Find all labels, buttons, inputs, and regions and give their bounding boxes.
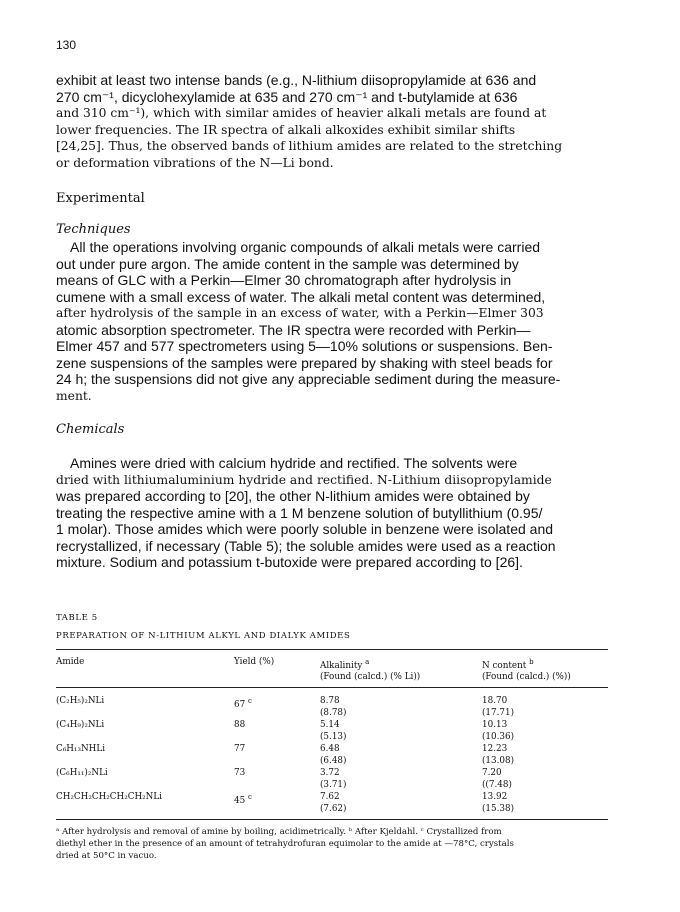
text-line: after hydrolysis of the sample in an excess of water, with a Perkin—Elmer 303 <box>56 306 544 320</box>
text-line: All the operations involving organic compounds of alkali metals were carried <box>70 239 541 255</box>
subsection-heading-techniques: Techniques <box>56 222 131 237</box>
header-yield: Yield (%) <box>234 656 275 667</box>
cell-n-content: 10.13 (10.36) <box>482 720 515 743</box>
text-line: dried with lithiumaluminium hydride and rectified. N-Lithium diisopropylamide <box>56 472 552 487</box>
cell-yield: 67 $^c$ <box>234 697 252 711</box>
chemicals-paragraph <box>56 455 620 571</box>
text-line: ment. <box>56 388 92 403</box>
text-line: zene suspensions of the samples were prepared by shaking with steel beads for <box>56 354 553 371</box>
footnote-line: ᵃ After hydrolysis and removal of amine by boiling, acidimetrically. ᵇ After Kjeldahl. ᶜ Crystallized from <box>56 827 502 838</box>
text-line: or deformation vibrations of the N—Li bond. <box>56 155 334 170</box>
cell-n-content: 12.23 (13.08) <box>482 744 515 767</box>
table-header-row <box>56 649 608 688</box>
cell-alkalinity: 5.14 (5.13) <box>320 720 347 743</box>
table-row <box>56 688 608 720</box>
text-line: 270 cm⁻¹, dicyclohexylamide at 635 and 270 cm⁻¹ and t-butylamide at 636 <box>56 88 518 105</box>
text-line: 24 h; the suspensions did not give any appreciable sediment during the measure- <box>56 371 561 387</box>
text-line: Elmer 457 and 577 spectrometers using 5—10% solutions or suspensions. Ben- <box>56 338 553 354</box>
subsection-heading-chemicals: Chemicals <box>56 422 125 437</box>
section-heading-experimental: Experimental <box>56 191 145 206</box>
cell-amide: (C₄H₉)₂NLi <box>56 720 105 731</box>
page-number: 130 <box>56 38 77 52</box>
text-line: cumene with a small excess of water. The alkali metal content was determined, <box>56 288 546 305</box>
table-row <box>56 767 608 791</box>
cell-alkalinity: 8.78 (8.78) <box>320 696 347 719</box>
text-line: out under pure argon. The amide content in the sample was determined by <box>56 255 519 272</box>
cell-yield: 45 $^c$ <box>234 791 320 820</box>
cell-amide: (C₂H₅)₂NLi <box>56 696 105 707</box>
header-amide: Amide <box>56 656 85 667</box>
cell-amide: (C₆H₁₁)₂NLi <box>56 768 108 779</box>
cell-amide: CH₂CH₂CH₂CH₂CH₂NLi <box>56 791 234 820</box>
text-line: lower frequencies. The IR spectra of alkali alkoxides exhibit similar shifts <box>56 122 516 137</box>
techniques-paragraph <box>56 239 620 404</box>
page <box>56 38 620 862</box>
header-alkalinity: Alkalinity $^a$ (Found (calcd.) (% Li)) <box>320 657 421 683</box>
intro-paragraph <box>56 72 620 171</box>
cell-alkalinity: 6.48 (6.48) <box>320 744 347 767</box>
table-footnote <box>56 826 620 862</box>
table-row <box>56 791 608 820</box>
cell-n-content: 18.70 (17.71) <box>482 696 515 719</box>
table-label: TABLE 5 <box>56 612 98 623</box>
text-line: [24,25]. Thus, the observed bands of lithium amides are related to the stretching <box>56 139 563 153</box>
cell-amide: C₆H₁₃NHLi <box>56 744 106 755</box>
header-n-content: N content $^b$ (Found (calcd.) (%)) <box>482 657 571 683</box>
footnote-line: dried at 50°C in vacuo. <box>56 851 157 862</box>
footnote-line: diethyl ether in the presence of an amount of tetrahydrofuran equimolar to the amide at —78°C, crystals <box>56 839 514 850</box>
cell-n-content: 13.92 (15.38) <box>482 791 608 820</box>
table-row <box>56 719 608 743</box>
text-line: recrystallized, if necessary (Table 5); the soluble amides were used as a reaction <box>56 537 556 554</box>
table-title: PREPARATION OF N-LITHIUM ALKYL AND DIALYK AMIDES <box>56 630 351 641</box>
cell-yield: 77 <box>234 744 246 755</box>
text-line: exhibit at least two intense bands (e.g., N-lithium diisopropylamide at 636 and <box>56 72 537 88</box>
text-line: atomic absorption spectrometer. The IR spectra were recorded with Perkin— <box>56 321 531 338</box>
cell-n-content: 7.20 ((7.48) <box>482 768 512 791</box>
table-caption <box>56 613 620 641</box>
data-table <box>56 649 608 821</box>
text-line: was prepared according to [20], the other N-lithium amides were obtained by <box>56 488 530 504</box>
text-line: and 310 cm⁻¹), which with similar amides of heavier alkali metals are found at <box>56 106 547 120</box>
text-line: 1 molar). Those amides which were poorly soluble in benzene were isolated and <box>56 521 554 537</box>
text-line: Amines were dried with calcium hydride and rectified. The solvents were <box>70 455 518 471</box>
cell-alkalinity: 7.62 (7.62) <box>320 791 482 820</box>
cell-alkalinity: 3.72 (3.71) <box>320 768 347 791</box>
cell-yield: 73 <box>234 768 246 779</box>
cell-yield: 88 <box>234 720 246 731</box>
text-line: means of GLC with a Perkin—Elmer 30 chromatograph after hydrolysis in <box>56 272 512 288</box>
table-row <box>56 743 608 767</box>
text-line: mixture. Sodium and potassium t-butoxide were prepared according to [26]. <box>56 554 523 570</box>
text-line: treating the respective amine with a 1 M benzene solution of butyllithium (0.95/ <box>56 504 543 521</box>
